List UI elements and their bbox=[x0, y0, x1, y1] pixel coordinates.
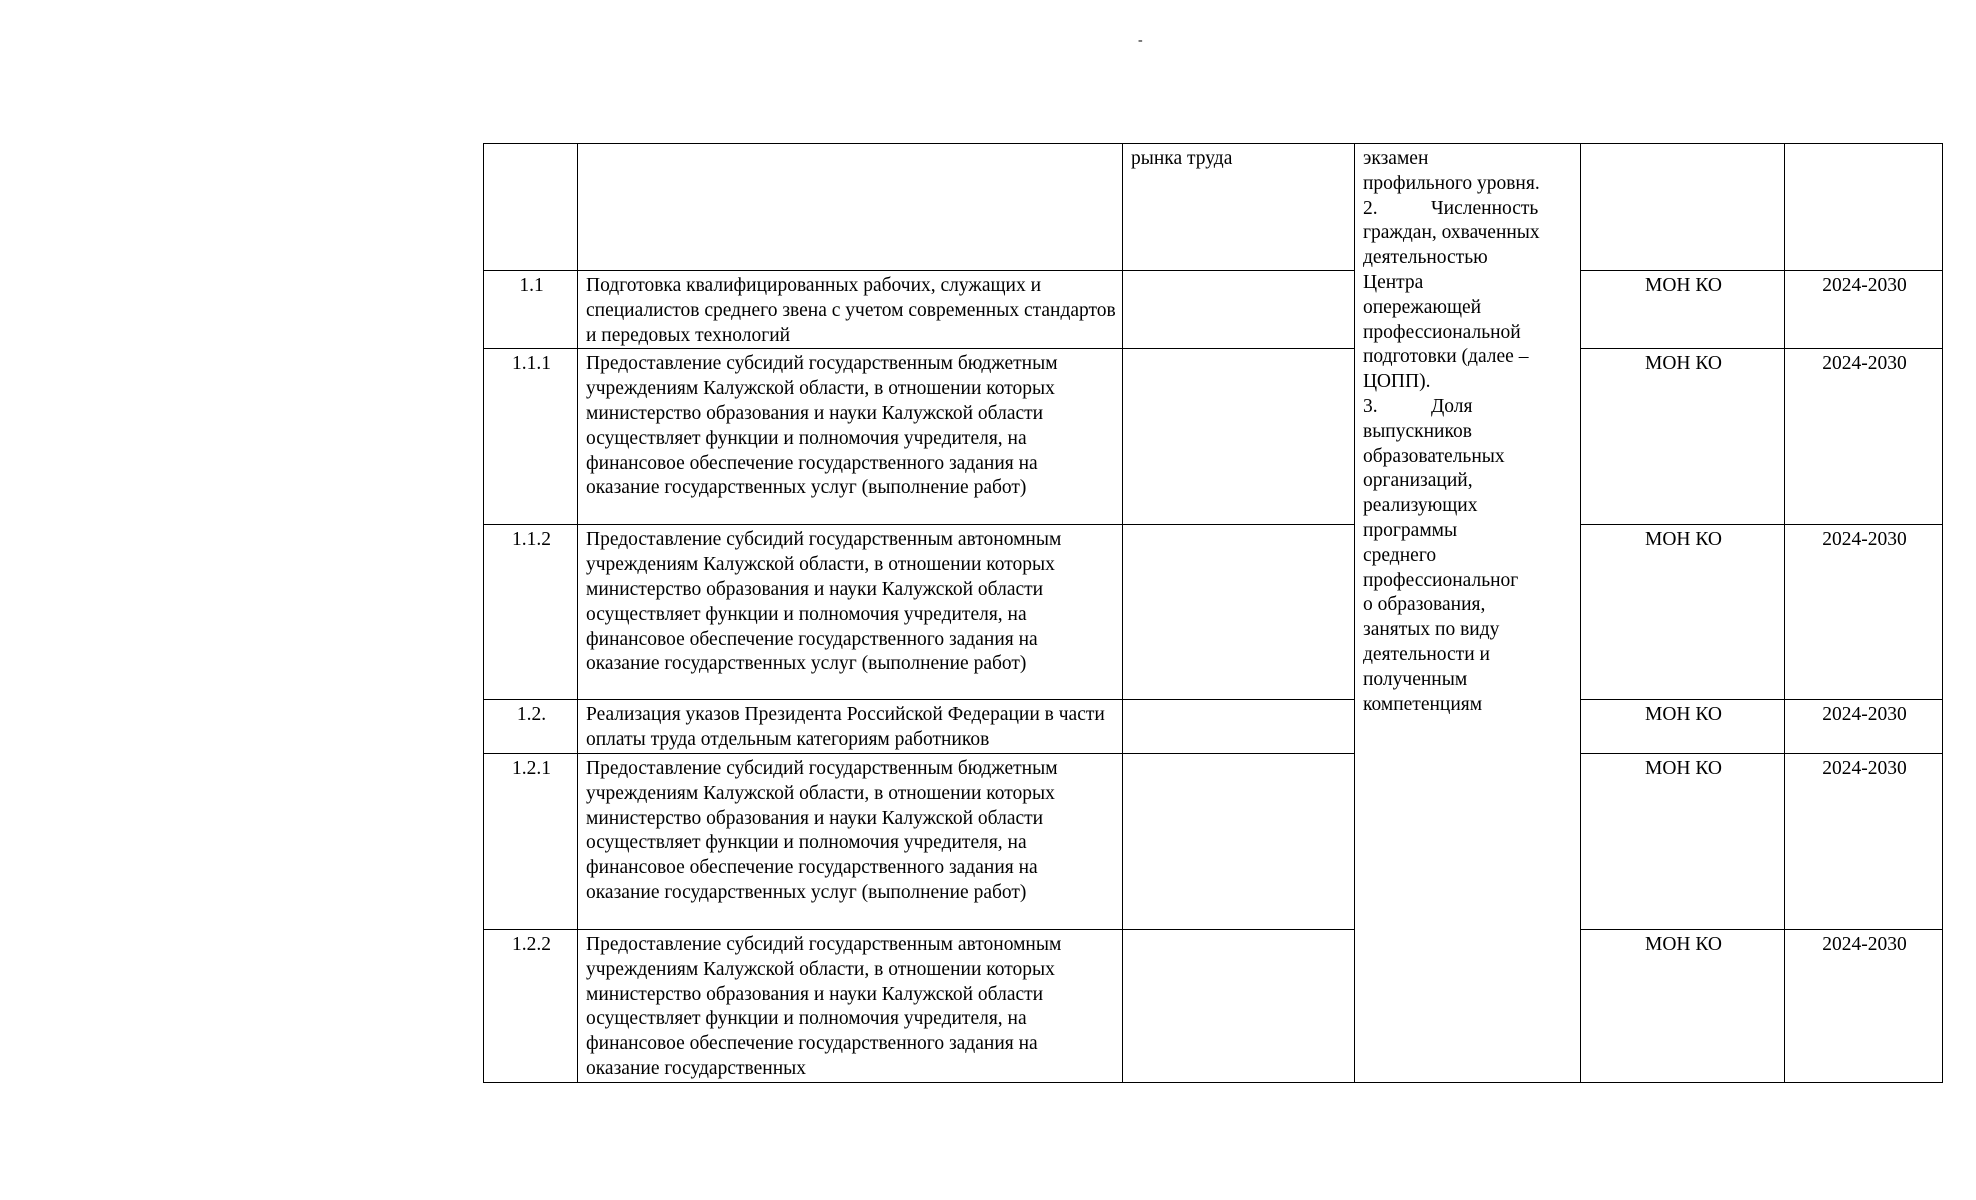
row-executor: МОН КО bbox=[1581, 271, 1785, 349]
indicator-text: Численность bbox=[1431, 197, 1539, 219]
indicator-line: организаций, bbox=[1363, 470, 1473, 492]
empty-cell bbox=[1123, 349, 1355, 525]
indicator-line: профессиональной bbox=[1363, 321, 1521, 343]
row-period: 2024-2030 bbox=[1785, 700, 1943, 754]
indicator-line: профильного уровня. bbox=[1363, 172, 1540, 194]
row-executor: МОН КО bbox=[1581, 700, 1785, 754]
row-executor: МОН КО bbox=[1581, 929, 1785, 1082]
indicators-list bbox=[1363, 147, 1574, 717]
row-period: 2024-2030 bbox=[1785, 271, 1943, 349]
row-description: Предоставление субсидий государственным автономным учреждениям Калужской области, в отношении которых министерство образования и науки Калужской области осуществляет функции и полномочия учредителя, на финансовое обеспечение государственного задания на оказание государственных услуг (выполнение работ) bbox=[578, 525, 1123, 700]
empty-cell bbox=[1123, 753, 1355, 929]
indicators-cell bbox=[1355, 144, 1581, 1083]
row-description: Предоставление субсидий государственным бюджетным учреждениям Калужской области, в отношении которых министерство образования и науки Калужской области осуществляет функции и полномочия учредителя, на финансовое обеспечение государственного задания на оказание государственных услуг (выполнение работ) bbox=[578, 349, 1123, 525]
row-period: 2024-2030 bbox=[1785, 349, 1943, 525]
row-executor: МОН КО bbox=[1581, 525, 1785, 700]
empty-cell bbox=[1123, 525, 1355, 700]
indicator-line: выпускников bbox=[1363, 420, 1472, 442]
indicator-line: среднего bbox=[1363, 544, 1437, 566]
row-period: 2024-2030 bbox=[1785, 929, 1943, 1082]
indicator-line: компетенциям bbox=[1363, 693, 1483, 715]
indicator-line: полученным bbox=[1363, 668, 1468, 690]
indicator-line bbox=[1363, 395, 1574, 420]
row-number: 1.1 bbox=[484, 271, 578, 349]
row-executor: МОН КО bbox=[1581, 349, 1785, 525]
row-number: 1.2.1 bbox=[484, 753, 578, 929]
indicator-line: деятельностью bbox=[1363, 247, 1488, 269]
indicator-number: 3. bbox=[1363, 395, 1378, 417]
table-row bbox=[484, 753, 1943, 929]
indicator-line: опережающей bbox=[1363, 296, 1482, 318]
indicator-line: профессиональног bbox=[1363, 569, 1519, 591]
table-row bbox=[484, 929, 1943, 1082]
empty-cell bbox=[1123, 700, 1355, 754]
empty-cell bbox=[1123, 929, 1355, 1082]
row-period: 2024-2030 bbox=[1785, 753, 1943, 929]
indicator-line: ЦОПП). bbox=[1363, 371, 1431, 393]
row-description: Подготовка квалифицированных рабочих, служащих и специалистов среднего звена с учетом современных стандартов и передовых технологий bbox=[578, 271, 1123, 349]
empty-cell bbox=[1123, 271, 1355, 349]
row-number: 1.1.1 bbox=[484, 349, 578, 525]
period-cell bbox=[1785, 144, 1943, 271]
row-period: 2024-2030 bbox=[1785, 525, 1943, 700]
indicator-line: о образования, bbox=[1363, 594, 1486, 616]
row-description: Предоставление субсидий государственным автономным учреждениям Калужской области, в отношении которых министерство образования и науки Калужской области осуществляет функции и полномочия учредителя, на финансовое обеспечение государственного задания на оказание государственных bbox=[578, 929, 1123, 1082]
row-number-cell bbox=[484, 144, 578, 271]
table-row bbox=[484, 144, 1943, 271]
indicator-text: Доля bbox=[1431, 395, 1473, 417]
indicator-line: программы bbox=[1363, 519, 1458, 541]
indicator-line: экзамен bbox=[1363, 148, 1429, 169]
indicator-line: граждан, охваченных bbox=[1363, 222, 1540, 244]
program-table bbox=[483, 143, 1943, 1083]
description-cell bbox=[578, 144, 1123, 271]
row-number: 1.2.2 bbox=[484, 929, 578, 1082]
row-description: Реализация указов Президента Российской Федерации в части оплаты труда отдельным категориям работников bbox=[578, 700, 1123, 754]
indicator-number: 2. bbox=[1363, 197, 1378, 219]
table-row bbox=[484, 700, 1943, 754]
row-description: Предоставление субсидий государственным бюджетным учреждениям Калужской области, в отношении которых министерство образования и науки Калужской области осуществляет функции и полномочия учредителя, на финансовое обеспечение государственного задания на оказание государственных услуг (выполнение работ) bbox=[578, 753, 1123, 929]
indicator-line: образовательных bbox=[1363, 445, 1505, 467]
indicator-line bbox=[1363, 197, 1574, 222]
indicator-line: деятельности и bbox=[1363, 643, 1490, 665]
table-row bbox=[484, 525, 1943, 700]
table-row bbox=[484, 349, 1943, 525]
indicator-line: реализующих bbox=[1363, 495, 1478, 517]
page-mark: - bbox=[1138, 33, 1143, 48]
executor-cell bbox=[1581, 144, 1785, 271]
row-number: 1.2. bbox=[484, 700, 578, 754]
row-executor: МОН КО bbox=[1581, 753, 1785, 929]
indicator-line: Центра bbox=[1363, 271, 1424, 293]
row-number: 1.1.2 bbox=[484, 525, 578, 700]
market-cell: рынка труда bbox=[1123, 144, 1355, 271]
indicator-line: подготовки (далее – bbox=[1363, 346, 1529, 368]
table-row bbox=[484, 271, 1943, 349]
indicator-line: занятых по виду bbox=[1363, 619, 1500, 641]
